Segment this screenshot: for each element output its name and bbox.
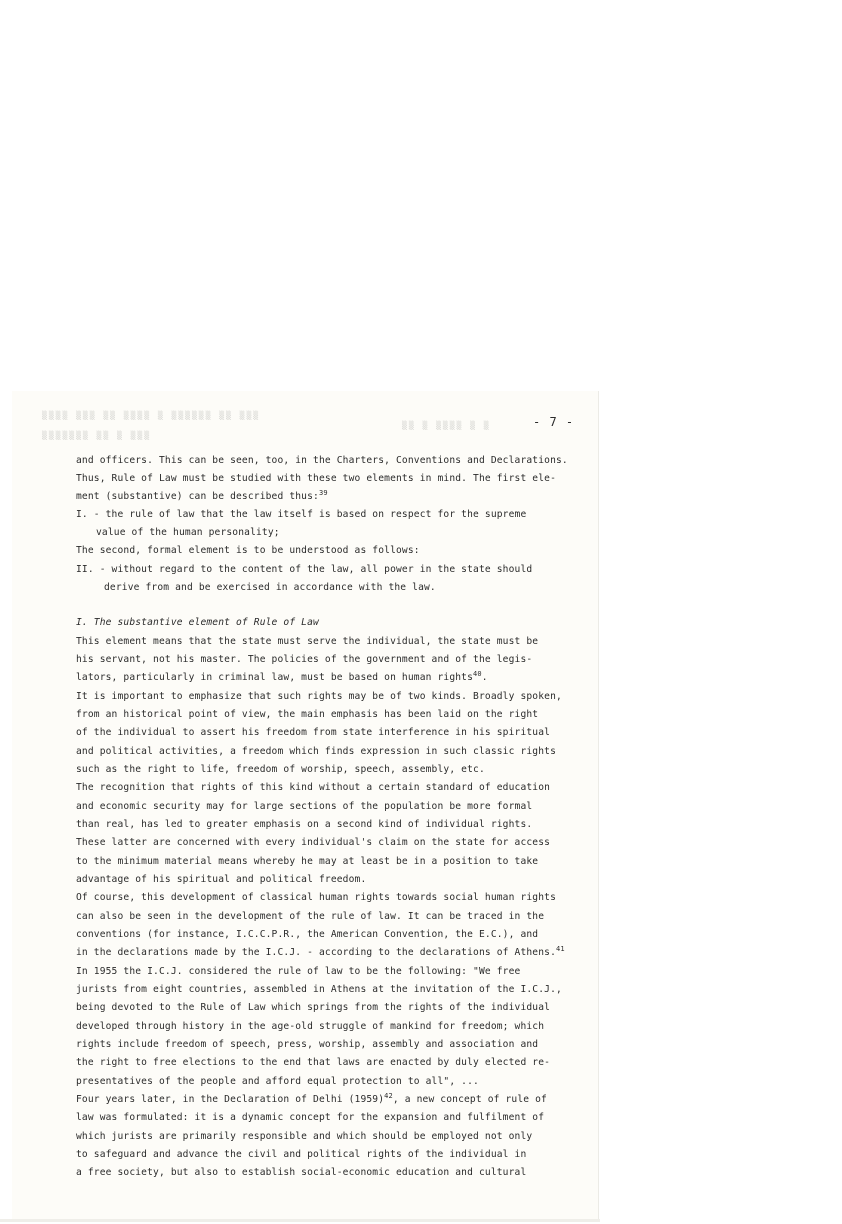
text-line: of the individual to assert his freedom from state interference in his spiritual [76, 727, 551, 738]
footnote-ref: 40 [473, 670, 482, 678]
text-line: II. - without regard to the content of the law, all power in the state should [76, 564, 533, 575]
text-line: and officers. This can be seen, too, in the Charters, Conventions and Declarations. [76, 455, 568, 466]
text-line: derive from and be exercised in accordance with the law. [104, 582, 436, 593]
text-line: to safeguard and advance the civil and political rights of the individual in [76, 1149, 527, 1160]
text-line: The recognition that rights of this kind without a certain standard of education [76, 782, 551, 793]
text-line: ment (substantive) can be described thus:$^{39}$ [76, 489, 328, 502]
text-line: value of the human personality; [96, 527, 280, 538]
text-line: from an historical point of view, the main emphasis has been laid on the right [76, 709, 539, 720]
page-edge [598, 391, 599, 1221]
page-bottom-edge [0, 1219, 600, 1222]
footnote-ref: 39 [318, 489, 328, 497]
text-line: law was formulated: it is a dynamic concept for the expansion and fulfilment of [76, 1112, 545, 1123]
text-line: Thus, Rule of Law must be studied with these two elements in mind. The first ele- [76, 473, 556, 484]
text-line: advantage of his spiritual and political freedom. [76, 874, 367, 885]
text-line: and economic security may for large sections of the population be more formal [76, 801, 533, 812]
text-line: conventions (for instance, I.C.C.P.R., the American Convention, the E.C.), and [76, 929, 539, 940]
text-line: The second, formal element is to be understood as follows: [76, 545, 420, 556]
bleed-through-text: ▒▒ ▒ ▒▒▒▒ ▒ ▒ [402, 421, 491, 430]
text-line: presentatives of the people and afford equal protection to all", ... [76, 1076, 479, 1087]
text-line: In 1955 the I.C.J. considered the rule of law to be the following: "We free [76, 966, 521, 977]
text-line: Of course, this development of classical human rights towards social human rights [76, 892, 556, 903]
text-line: the right to free elections to the end that laws are enacted by duly elected re- [76, 1057, 551, 1068]
text-line: rights include freedom of speech, press, worship, assembly and association and [76, 1039, 539, 1050]
text-line: It is important to emphasize that such rights may be of two kinds. Broadly spoken, [76, 691, 562, 702]
footnote-ref: 41 [556, 945, 565, 953]
text-line: can also be seen in the development of the rule of law. It can be traced in the [76, 911, 545, 922]
text-line: This element means that the state must serve the individual, the state must be [76, 636, 539, 647]
text-line: such as the right to life, freedom of worship, speech, assembly, etc. [76, 764, 485, 775]
section-heading: I. The substantive element of Rule of Law [76, 617, 319, 628]
page-number: - 7 - [533, 415, 575, 429]
text-line: lators, particularly in criminal law, must be based on human rights$^{40}$. [76, 670, 488, 683]
text-line: These latter are concerned with every individual's claim on the state for access [76, 837, 551, 848]
text-line: a free society, but also to establish social-economic education and cultural [76, 1167, 527, 1178]
text-line: which jurists are primarily responsible and which should be employed not only [76, 1131, 533, 1142]
text-line: I. - the rule of law that the law itself is based on respect for the supreme [76, 509, 527, 520]
text-line: in the declarations made by the I.C.J. - according to the declarations of Athens.$^{41}$ [76, 945, 565, 958]
text-line: being devoted to the Rule of Law which springs from the rights of the individual [76, 1002, 551, 1013]
text-line: and political activities, a freedom which finds expression in such classic rights [76, 746, 556, 757]
footnote-ref: 42 [384, 1092, 393, 1100]
text-line: jurists from eight countries, assembled in Athens at the invitation of the I.C.J., [76, 984, 562, 995]
text-line: than real, has led to greater emphasis on a second kind of individual rights. [76, 819, 533, 830]
bleed-through-text: ▒▒▒▒▒▒▒ ▒▒ ▒ ▒▒▒ [42, 431, 152, 440]
text-line: Four years later, in the Declaration of Delhi $(1959)^{42}$, a new concept of rule of [76, 1092, 547, 1105]
text-line: developed through history in the age-old struggle of mankind for freedom; which [76, 1021, 545, 1032]
document-page [12, 391, 598, 1221]
text-line: his servant, not his master. The policies of the government and of the legis- [76, 654, 533, 665]
text-line: to the minimum material means whereby he may at least be in a position to take [76, 856, 539, 867]
bleed-through-text: ▒▒▒▒ ▒▒▒ ▒▒ ▒▒▒▒ ▒ ▒▒▒▒▒▒ ▒▒ ▒▒▒ [42, 411, 261, 420]
